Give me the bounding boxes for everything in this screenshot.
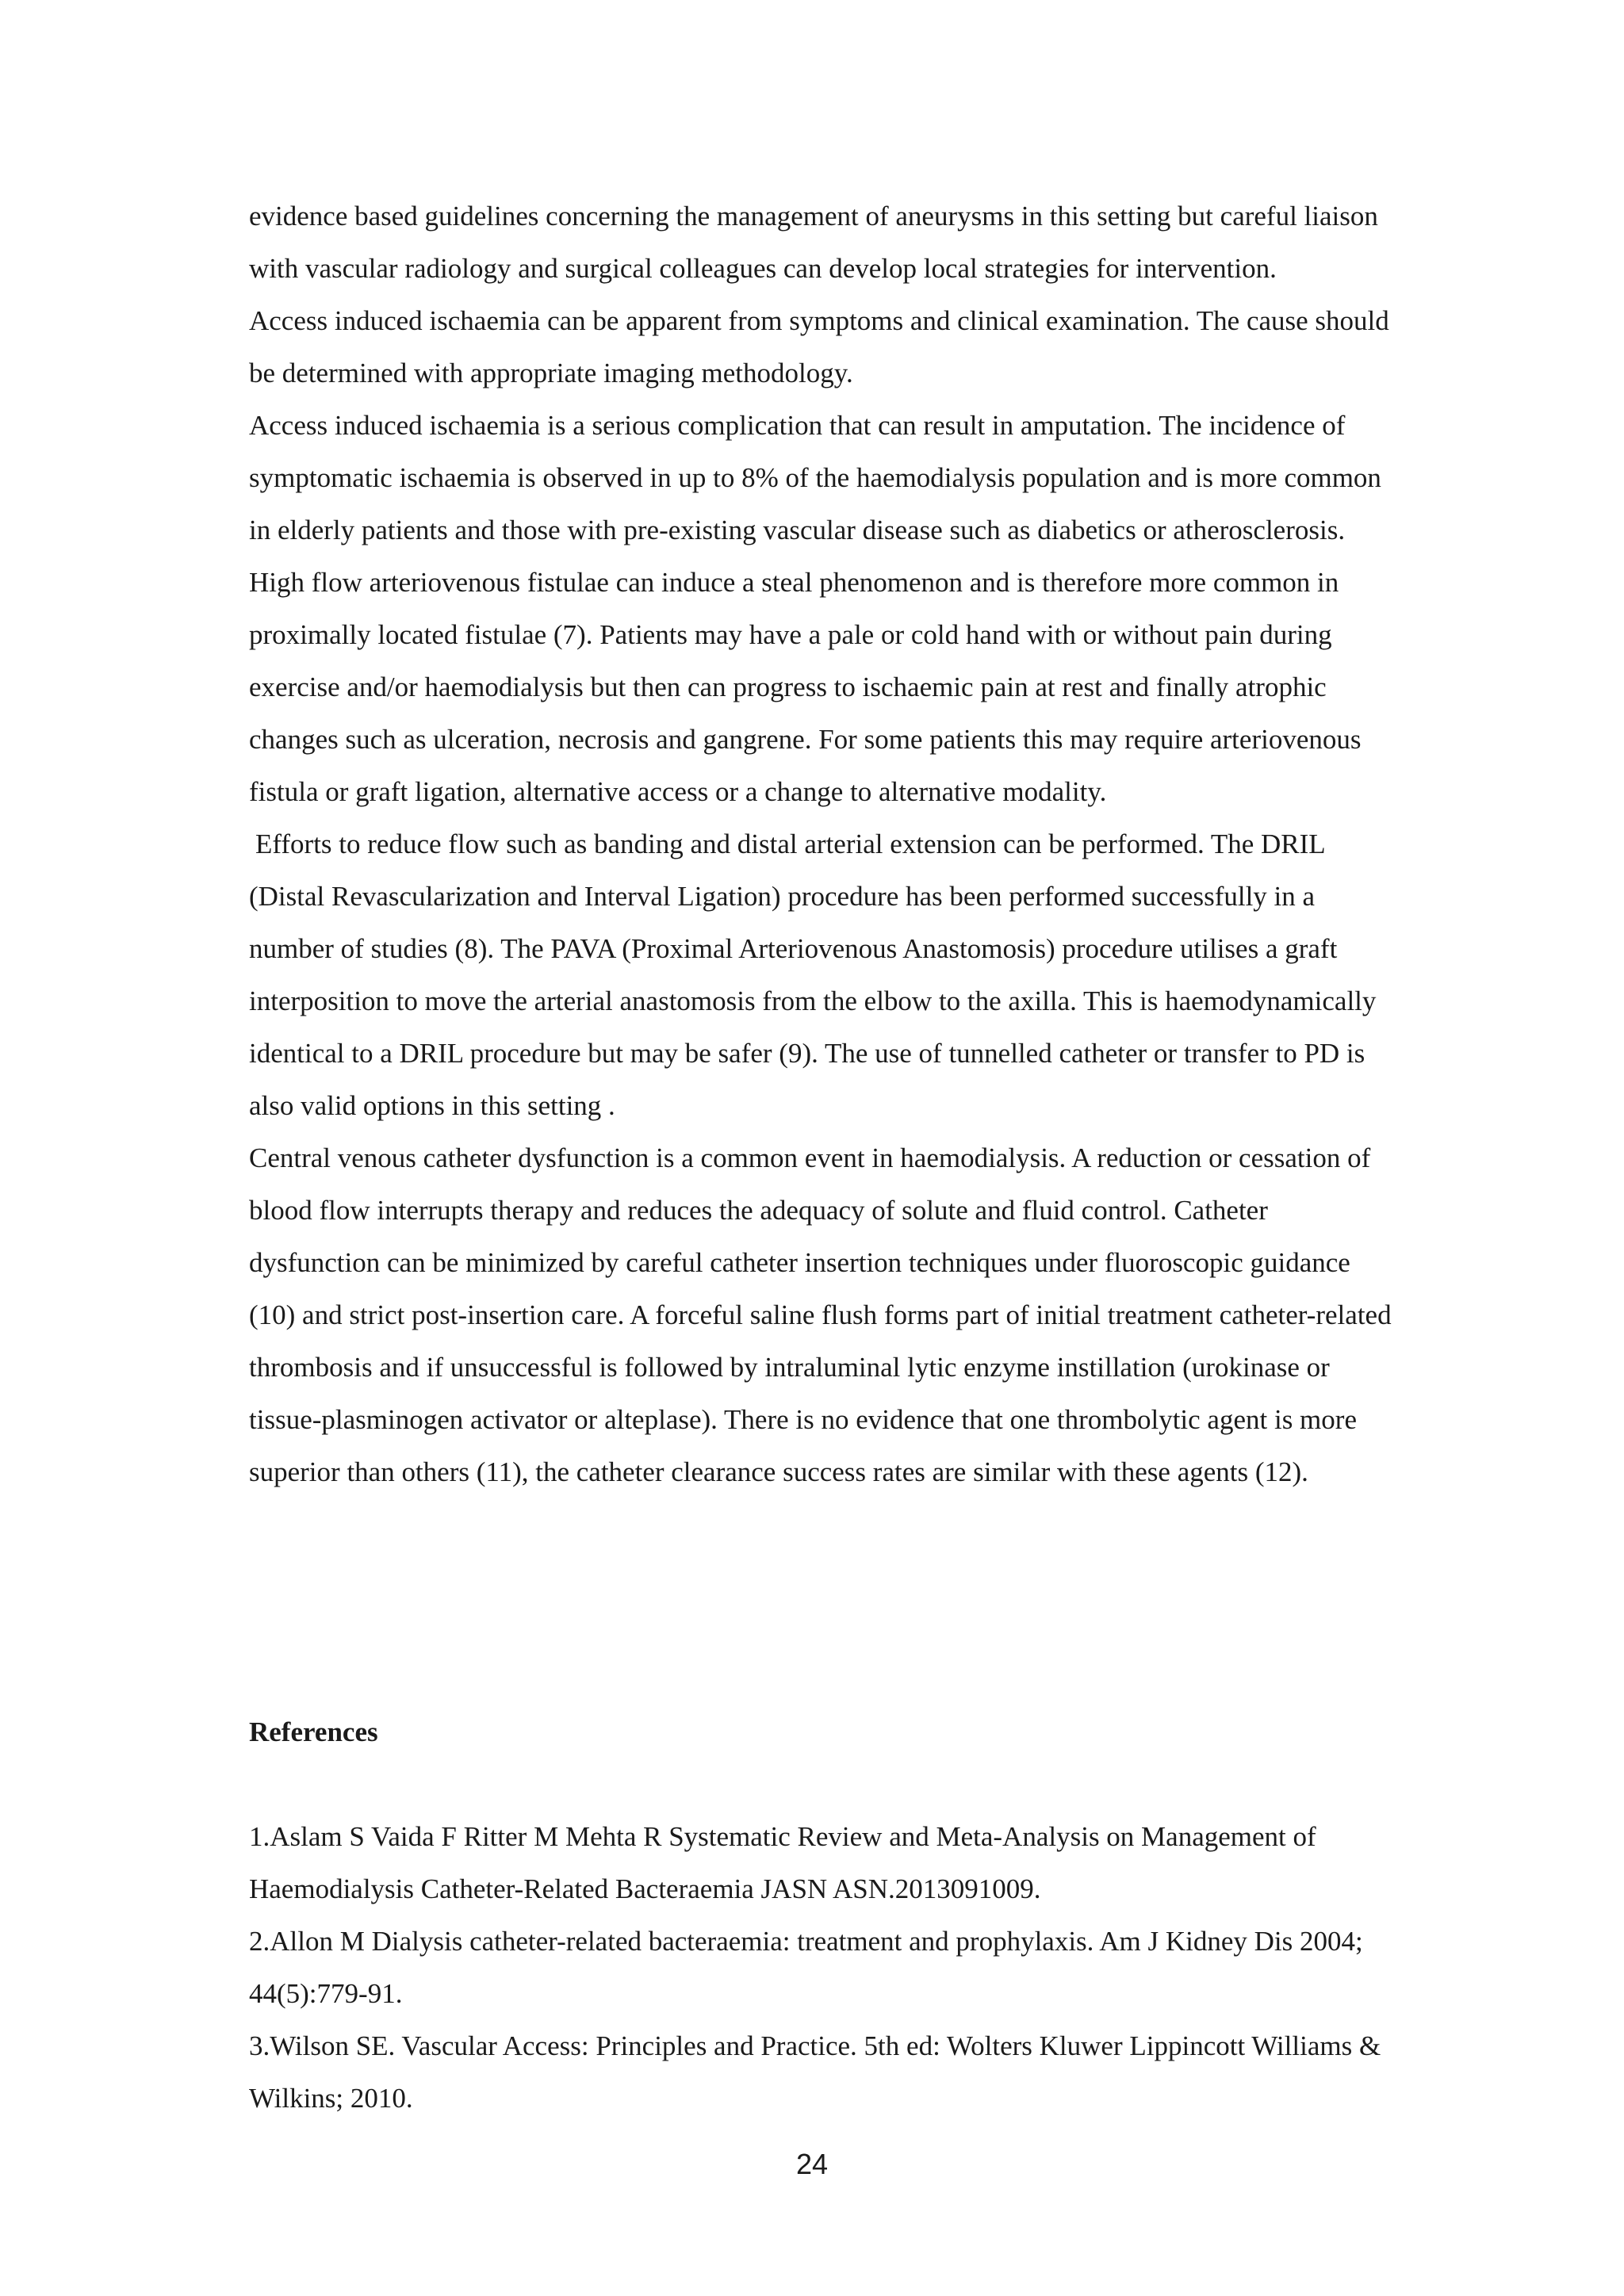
body-text bbox=[249, 190, 1399, 1498]
body-paragraph: Access induced ischaemia can be apparent from symptoms and clinical examination. The cause should be determined with appropriate imaging methodology. bbox=[249, 305, 1389, 388]
references-heading: References bbox=[249, 1716, 378, 1747]
reference-item: 2.Allon M Dialysis catheter-related bacteraemia: treatment and prophylaxis. Am J Kidney Dis 2004; 44(5):779-91. bbox=[249, 1926, 1363, 2009]
body-paragraph: evidence based guidelines concerning the management of aneurysms in this setting but careful liaison with vascular radiology and surgical colleagues can develop local strategies for intervention. bbox=[249, 201, 1378, 284]
page-number: 24 bbox=[795, 2148, 829, 2180]
body-paragraph: Efforts to reduce flow such as banding and distal arterial extension can be performed. The DRIL (Distal Revascularization and Interval Ligation) procedure has been performed successfully in a number of studies (8). The PAVA (Proximal Arteriovenous Anastomosis) procedure utilises a graft interposition to move the arterial anastomosis from the elbow to the axilla. This is haemodynamically identical to a DRIL procedure but may be safer (9). The use of tunnelled catheter or transfer to PD is also valid options in this setting . bbox=[249, 828, 1377, 1121]
reference-item: 3.Wilson SE. Vascular Access: Principles and Practice. 5th ed: Wolters Kluwer Lippincott Williams & Wilkins; 2010. bbox=[249, 2030, 1381, 2114]
body-paragraph: Access induced ischaemia is a serious complication that can result in amputation. The incidence of symptomatic ischaemia is observed in up to 8% of the haemodialysis population and is more common in elderly patients and those with pre-existing vascular disease such as diabetics or atherosclerosis. High flow arteriovenous fistulae can induce a steal phenomenon and is therefore more common in proximally located fistulae (7). Patients may have a pale or cold hand with or without pain during exercise and/or haemodialysis but then can progress to ischaemic pain at rest and finally atrophic changes such as ulceration, necrosis and gangrene. For some patients this may require arteriovenous fistula or graft ligation, alternative access or a change to alternative modality. bbox=[249, 410, 1381, 807]
reference-item: 1.Aslam S Vaida F Ritter M Mehta R Systematic Review and Meta-Analysis on Management of Haemodialysis Catheter-Related Bacteraemia JASN ASN.2013091009. bbox=[249, 1821, 1316, 1904]
references-list bbox=[249, 1811, 1399, 2125]
body-paragraph: Central venous catheter dysfunction is a common event in haemodialysis. A reduction or cessation of blood flow interrupts therapy and reduces the adequacy of solute and fluid control. Catheter dysfunction can be minimized by careful catheter insertion techniques under fluoroscopic guidance (10) and strict post-insertion care. A forceful saline flush forms part of initial treatment catheter-related thrombosis and if unsuccessful is followed by intraluminal lytic enzyme instillation (urokinase or tissue-plasminogen activator or alteplase). There is no evidence that one thrombolytic agent is more superior than others (11), the catheter clearance success rates are similar with these agents (12). bbox=[249, 1142, 1392, 1487]
